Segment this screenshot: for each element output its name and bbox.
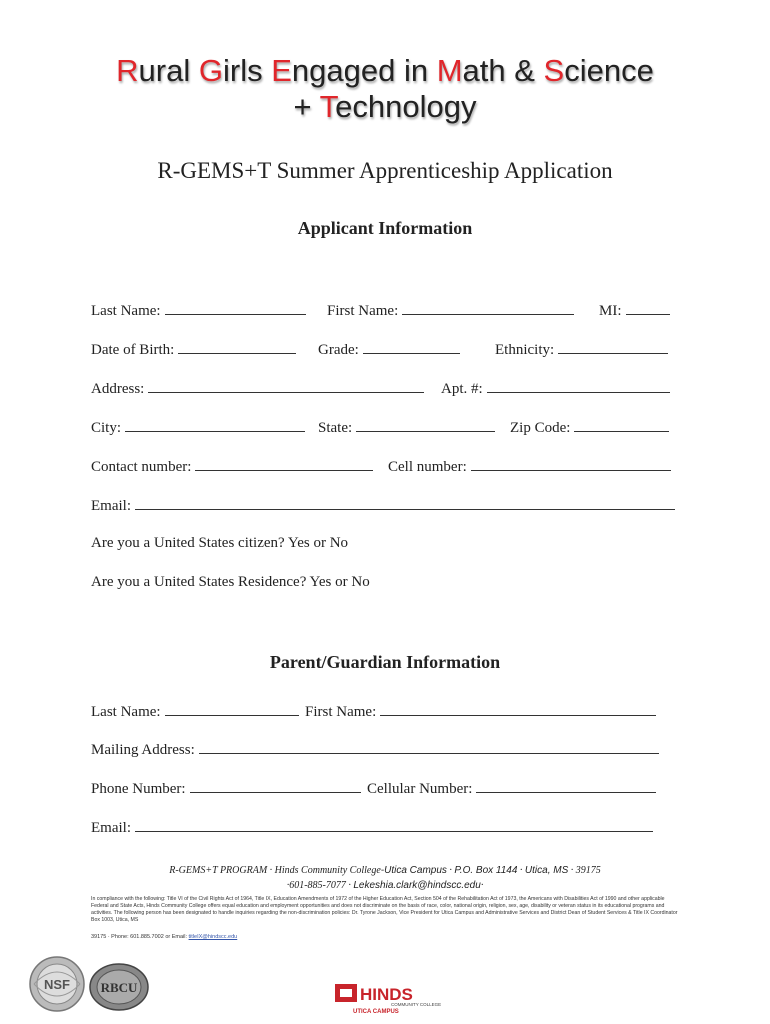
footer-zip: 39175 (575, 865, 601, 876)
footer-address-line: R-GEMS+T PROGRAM · Hinds Community College-Utica Campus · P.O. Box 1144 · Utica, MS · 39175 (169, 865, 601, 876)
applicant-dob-field[interactable] (91, 340, 296, 359)
title-word-rest: ngaged in (291, 53, 437, 88)
title-cap-g: G (198, 53, 223, 88)
applicant-mi-line[interactable] (626, 301, 670, 315)
applicant-zip-line[interactable] (574, 418, 669, 432)
title-cap-r: R (116, 53, 139, 88)
applicant-cell-number-field[interactable] (388, 457, 671, 476)
guardian-email-label: Email: (91, 820, 131, 836)
guardian-email-field[interactable] (91, 818, 653, 837)
applicant-address-label: Address: (91, 381, 145, 397)
title-word-rest: ath & (462, 53, 544, 88)
applicant-ethnicity-label: Ethnicity: (495, 342, 555, 358)
guardian-mailing-field[interactable] (91, 740, 659, 759)
applicant-state-line[interactable] (356, 418, 495, 432)
guardian-last-name-line[interactable] (165, 702, 299, 716)
hinds-logo-campus: UTICA CAMPUS (353, 1009, 399, 1015)
guardian-mailing-label: Mailing Address: (91, 742, 195, 758)
applicant-city-label: City: (91, 420, 122, 436)
applicant-contact-number-line[interactable] (195, 457, 373, 471)
title-plus: + (293, 89, 320, 124)
title-word-rest: cience (564, 53, 654, 88)
applicant-apt-line[interactable] (487, 379, 670, 393)
title-rest-technology: echnology (335, 89, 477, 124)
guardian-last-name-field[interactable] (91, 702, 299, 721)
hinds-logo (333, 978, 442, 1016)
applicant-first-name-field[interactable] (327, 301, 574, 320)
applicant-apt-field[interactable] (441, 379, 670, 398)
nsf-logo (28, 955, 86, 1013)
applicant-apt-label: Apt. #: (441, 381, 483, 397)
applicant-dob-label: Date of Birth: (91, 342, 175, 358)
footer-city: Utica, MS (524, 865, 569, 876)
applicant-city-field[interactable] (91, 418, 305, 437)
guardian-mailing-line[interactable] (199, 740, 659, 754)
title-cap-s: S (543, 53, 565, 88)
guardian-phone-line[interactable] (190, 779, 361, 793)
title-ix-contact (91, 934, 237, 940)
nsf-logo-text: NSF (44, 977, 70, 992)
applicant-zip-label: Zip Code: (510, 420, 571, 436)
title-line-2 (0, 88, 770, 126)
applicant-address-line[interactable] (148, 379, 424, 393)
applicant-contact-number-label: Contact number: (91, 459, 192, 475)
applicant-grade-line[interactable] (363, 340, 460, 354)
applicant-last-name-label: Last Name: (91, 303, 161, 319)
rbcu-logo-text: RBCU (100, 980, 138, 995)
applicant-first-name-line[interactable] (402, 301, 574, 315)
guardian-phone-label: Phone Number: (91, 781, 186, 797)
applicant-ethnicity-field[interactable] (495, 340, 668, 359)
title-cap-t: T (319, 89, 336, 124)
guardian-last-name-label: Last Name: (91, 704, 161, 720)
applicant-email-label: Email: (91, 498, 131, 514)
applicant-state-field[interactable] (318, 418, 495, 437)
footer-college: Hinds Community College (274, 865, 381, 876)
applicant-mi-label: MI: (599, 303, 622, 319)
applicant-dob-line[interactable] (178, 340, 296, 354)
guardian-email-line[interactable] (135, 818, 653, 832)
applicant-cell-number-line[interactable] (471, 457, 671, 471)
citizen-question: Are you a United States citizen? Yes or No (91, 535, 349, 551)
footer-email[interactable]: Lekeshia.clark@hindscc.edu (353, 880, 481, 891)
applicant-address-field[interactable] (91, 379, 424, 398)
applicant-ethnicity-line[interactable] (558, 340, 668, 354)
guardian-cellular-field[interactable] (367, 779, 656, 798)
title-cap-m: M (436, 53, 463, 88)
guardian-phone-field[interactable] (91, 779, 361, 798)
applicant-email-line[interactable] (135, 496, 675, 510)
guardian-heading: Parent/Guardian Information (269, 652, 501, 672)
footer-program: R-GEMS+T PROGRAM (169, 865, 268, 876)
form-subtitle: R-GEMS+T Summer Apprenticeship Application (157, 158, 613, 183)
guardian-first-name-label: First Name: (305, 704, 377, 720)
applicant-grade-field[interactable] (318, 340, 460, 359)
guardian-first-name-line[interactable] (380, 702, 656, 716)
title-cap-e: E (271, 53, 292, 88)
rbcu-logo (88, 962, 150, 1012)
applicant-grade-label: Grade: (318, 342, 359, 358)
applicant-heading: Applicant Information (297, 218, 473, 238)
footer-phone: 601-885-7077 (289, 880, 346, 891)
applicant-last-name-line[interactable] (165, 301, 306, 315)
residence-question: Are you a United States Residence? Yes or No (91, 574, 370, 590)
applicant-email-field[interactable] (91, 496, 675, 515)
compliance-statement: In compliance with the following: Title VI of the Civil Rights Act of 1964, Title IX, Education Amendments of 1972 of the Higher Education Act, Section 504 of the Rehabilitation Act of 1973, the Americans with Disabilities Act of 1990 and other applicable Federal and State Acts, Hinds Community College offers equal education and employment opportunities and does not discriminate on the basis of race, color, national origin, religion, sex, age, disability or veteran status in its educational programs and activities. The following person has been designated to handle inquiries regarding the non-discrimination policies: Dr. Tyrone Jackson, Vice President for Utica Campus and Administrative Services and District Dean of Student Services & Title IX Coordinator Box 1003, Utica, MS (91, 896, 678, 923)
guardian-cellular-line[interactable] (476, 779, 656, 793)
applicant-first-name-label: First Name: (327, 303, 399, 319)
title-ix-email-link[interactable]: titleIX@hindscc.edu (188, 934, 238, 940)
guardian-cellular-label: Cellular Number: (367, 781, 473, 797)
applicant-state-label: State: (318, 420, 353, 436)
applicant-contact-number-field[interactable] (91, 457, 373, 476)
hinds-logo-text: HINDS (360, 985, 413, 1004)
applicant-cell-number-label: Cell number: (388, 459, 467, 475)
title-word-rest: ural (138, 53, 199, 88)
applicant-zip-field[interactable] (510, 418, 669, 437)
applicant-mi-field[interactable] (599, 301, 670, 320)
title-line-1 (0, 52, 770, 90)
footer-contact-line: ·601-885-7077 · Lekeshia.clark@hindscc.edu· (286, 880, 484, 891)
applicant-last-name-field[interactable] (91, 301, 306, 320)
footer-campus: -Utica Campus (380, 865, 447, 876)
title-ix-contact-prefix: 39175 · Phone: 601.885.7002 or Email: (91, 934, 188, 940)
applicant-city-line[interactable] (125, 418, 305, 432)
title-word-rest: irls (222, 53, 272, 88)
hinds-logo-subtext: COMMUNITY COLLEGE (391, 1002, 442, 1007)
guardian-first-name-field[interactable] (305, 702, 656, 721)
footer-pobox: P.O. Box 1144 (454, 865, 518, 876)
